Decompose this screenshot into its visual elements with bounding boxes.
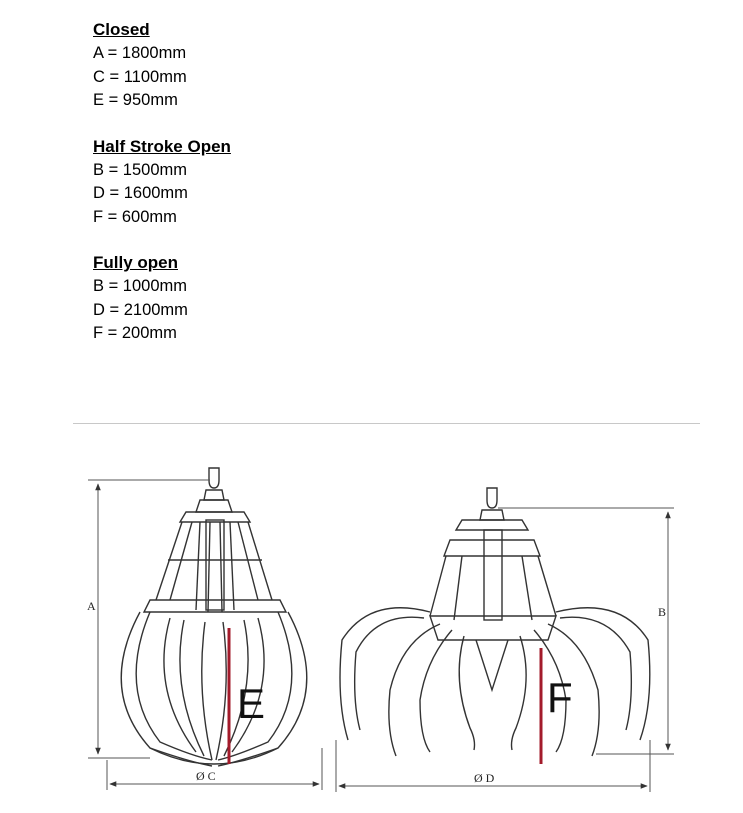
spec-group-title: Closed (93, 20, 150, 39)
spec-line-f: F = 600mm (93, 207, 177, 226)
closed-height-label: A (87, 599, 96, 613)
spec-group-title: Fully open (93, 253, 178, 272)
closed-grab-drawing (121, 468, 307, 766)
open-width-label: Ø D (474, 771, 495, 785)
spec-line-d: D = 1600mm (93, 184, 188, 202)
open-inner-label: F (547, 674, 573, 721)
open-grab-drawing (340, 488, 650, 756)
closed-width-label: Ø C (196, 769, 216, 783)
spec-line-d: D = 2100mm (93, 300, 188, 319)
spec-line-a: A = 1800mm (93, 44, 187, 62)
closed-inner-label: E (237, 680, 266, 727)
spec-line-b: B = 1500mm (93, 160, 188, 179)
open-height-label: B (658, 605, 667, 619)
spec-group-title: Half Stroke Open (93, 136, 231, 156)
closed-dimensions (88, 480, 322, 790)
spec-line-c: C = 1100mm (93, 67, 187, 86)
spec-line-f: F = 200mm (93, 324, 177, 342)
spec-line-b: B = 1000mm (93, 277, 188, 295)
spec-line-e: E = 950mm (93, 91, 178, 109)
